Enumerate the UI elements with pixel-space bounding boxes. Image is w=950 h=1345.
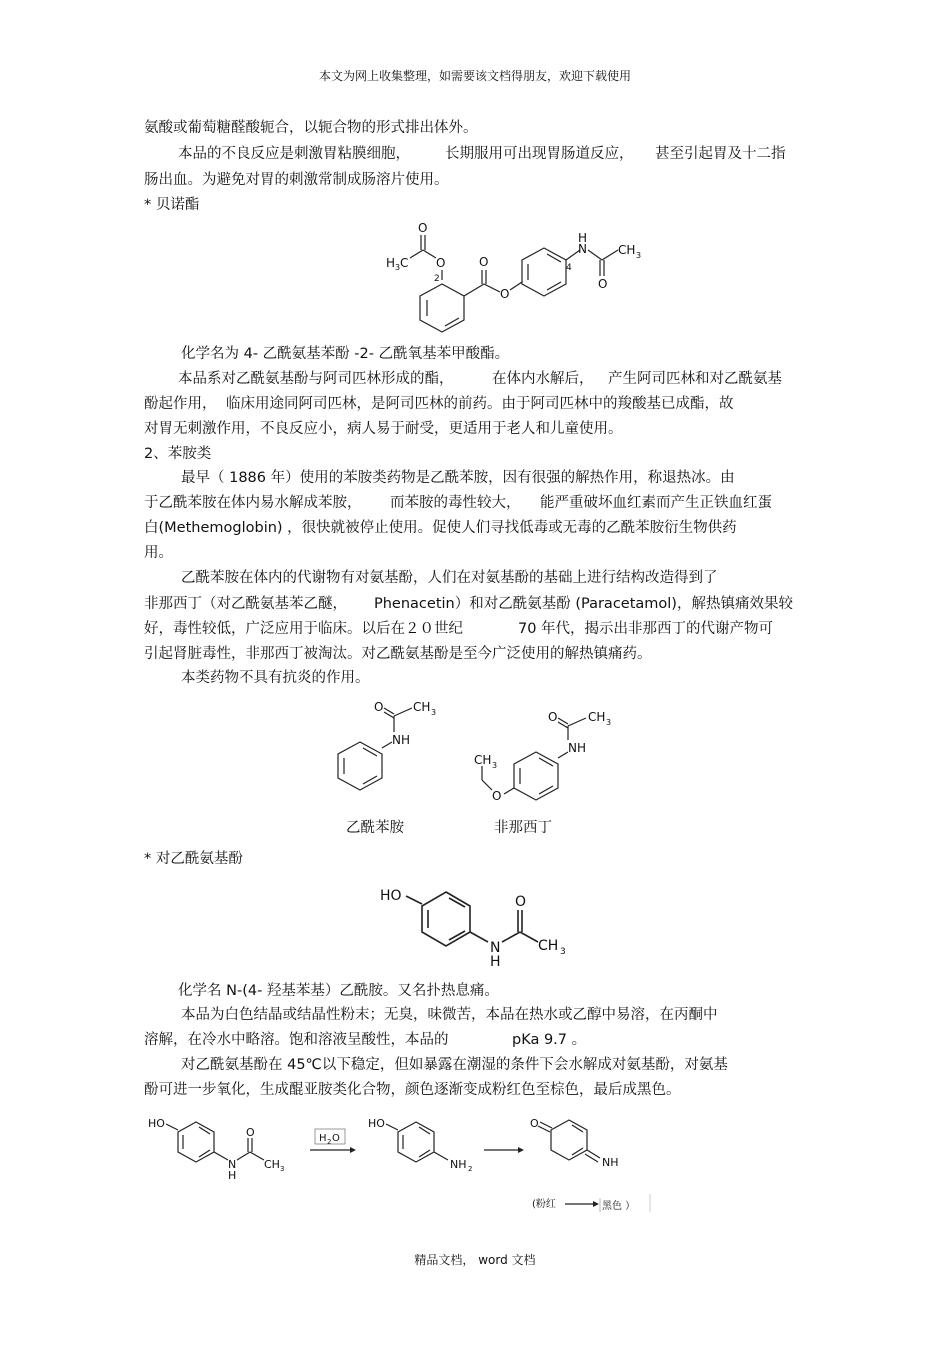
section-heading: * 贝诺酯 [144,197,200,213]
subscript: 3 [560,947,566,957]
paragraph-line: 酚起作用， [144,396,217,412]
paragraph-line: 而苯胺的毒性较大， [390,495,521,511]
atom-label: H [386,256,396,270]
atom-label: HO [148,1117,165,1130]
paragraph-line: 溶解，在冷水中略溶。饱和溶液呈酸性，本品的 [144,1032,449,1048]
locant: 2 [434,274,440,284]
atom-label: CH [618,243,636,257]
page-header: 本文为网上收集整理，如需要该文档得朋友，欢迎下载使用 [318,69,631,83]
atom-label: N [578,242,587,256]
atom-label: NH [602,1156,619,1169]
paragraph-line: 对乙酰氨基酚在 45℃以下稳定，但如暴露在潮湿的条件下会水解成对氨基酚，对氨基 [181,1057,728,1073]
atom-label: CH [588,710,606,724]
structure-caption: 乙酰苯胺 [346,820,404,836]
paragraph-line: 用。 [144,545,173,561]
atom-label: HO [380,888,402,904]
atom-label: CH [474,753,492,767]
atom-label: O [598,277,608,291]
atom-label: O [374,700,384,714]
atom-label: NH [450,1158,467,1171]
paragraph-line: 化学名 N-(4- 羟基苯基）乙酰胺。又名扑热息痛。 [178,983,499,999]
paragraph-line: 本品的不良反应是刺激胃粘膜细胞， [178,146,410,162]
atom-label: O [530,1117,539,1130]
paragraph-line: 能严重破坏血红素而产生正铁血红蛋 [540,495,772,511]
paragraph-line: 临床用途同阿司匹林，是阿司匹林的前药。由于阿司匹林中的羧酸基已成酯，故 [226,396,734,412]
atom-label: H [578,231,588,245]
paragraph-line: 产生阿司匹林和对乙酰氨基 [608,371,782,387]
structure-caption: 非那西丁 [494,820,552,836]
atom-label: O [548,710,558,724]
atom-label: O [515,894,527,910]
paragraph-line: 酚可进一步氧化，生成醌亚胺类化合物，颜色逐渐变成粉红色至棕色，最后成黑色。 [144,1082,681,1098]
subscript: 3 [606,718,612,727]
atom-label: O [418,221,428,235]
paragraph-line: 氨酸或葡萄糖醛酸轭合，以轭合物的形式排出体外。 [144,120,478,136]
page-footer: 精品文档， word 文档 [414,1253,536,1267]
paragraph-line: 引起肾脏毒性，非那西丁被淘汰。对乙酰氨基酚是至今广泛使用的解热镇痛药。 [144,646,652,662]
paragraph-line: 肠出血。为避免对胃的刺激常制成肠溶片使用。 [144,172,449,188]
atom-label: NH [568,741,586,755]
atom-label: NH [392,733,410,747]
atom-label: CH [413,700,431,714]
paragraph-line: 长期服用可出现胃肠道反应， [445,146,634,162]
degradation-reaction-scheme [140,1112,660,1222]
subscript: 3 [280,1165,285,1173]
paragraph-line: 好，毒性较低，广泛应用于临床。以后在２０世纪 [144,621,463,637]
atom-label: O [246,1126,255,1139]
paragraph-line: 于乙酰苯胺在体内易水解成苯胺， [144,495,362,511]
paragraph-line: 70 年代，揭示出非那西丁的代谢产物可 [518,621,774,637]
subscript: 2 [327,1138,332,1146]
paragraph-line: 化学名为 4- 乙酰氨基苯酚 -2- 乙酰氧基苯甲酸酯。 [181,346,510,362]
atom-label: N [228,1158,237,1171]
atom-label: N [490,940,501,956]
paragraph-line: 在体内水解后， [492,371,594,387]
benorylate-structure [380,218,650,338]
color-to-label: 黑色 ） [602,1201,636,1212]
atom-label: H [490,954,501,970]
paragraph-line: 非那西丁（对乙酰氨基苯乙醚， [144,596,347,612]
color-from-label: (粉红 [532,1199,556,1210]
paragraph-line: 本品为白色结晶或结晶性粉末；无臭，味微苦，本品在热水或乙醇中易溶，在丙酮中 [181,1007,718,1023]
atom-label: CH [264,1158,280,1171]
subscript: 2 [468,1165,473,1173]
section-heading: 2、苯胺类 [144,446,212,462]
subscript: 3 [492,761,498,770]
acetanilide-structure [330,696,450,796]
subscript: 3 [431,708,437,717]
paragraph-line: Phenacetin）和对乙酰氨基酚 (Paracetamol)，解热镇痛效果较 [374,596,793,612]
paragraph-line: 本品系对乙酰氨基酚与阿司匹林形成的酯， [178,371,454,387]
atom-label: H [228,1169,237,1182]
phenacetin-structure [470,706,630,806]
atom-label: O [479,255,489,269]
atom-label: O [492,789,502,803]
section-heading: * 对乙酰氨基酚 [144,851,243,867]
subscript: 3 [636,251,642,260]
atom-label: CH [538,938,559,954]
atom-label: C [400,256,409,270]
paragraph-line: 乙酰苯胺在体内的代谢物有对氨基酚，人们在对氨基酚的基础上进行结构改造得到了 [181,570,718,586]
paracetamol-structure [376,880,576,972]
atom-label: O [436,256,446,270]
paragraph-line: 白(Methemoglobin) ，很快就被停止使用。促使人们寻找低毒或无毒的乙酰苯胺衍生物供药 [144,520,737,536]
paragraph-line: pKa 9.7 。 [512,1032,587,1048]
subscript: 3 [395,263,401,272]
reagent-label: H [319,1133,327,1144]
paragraph-line: 对胃无刺激作用，不良反应小，病人易于耐受，更适用于老人和儿童使用。 [144,421,623,437]
paragraph-line: 本类药物不具有抗炎的作用。 [181,670,370,686]
reagent-label: O [332,1133,340,1144]
locant: 4 [566,263,572,273]
atom-label: HO [368,1117,385,1130]
atom-label: O [500,287,510,301]
paragraph-line: 最早（ 1886 年）使用的苯胺类药物是乙酰苯胺，因有很强的解热作用，称退热冰。由 [181,470,735,486]
paragraph-line: 甚至引起胃及十二指 [655,146,786,162]
